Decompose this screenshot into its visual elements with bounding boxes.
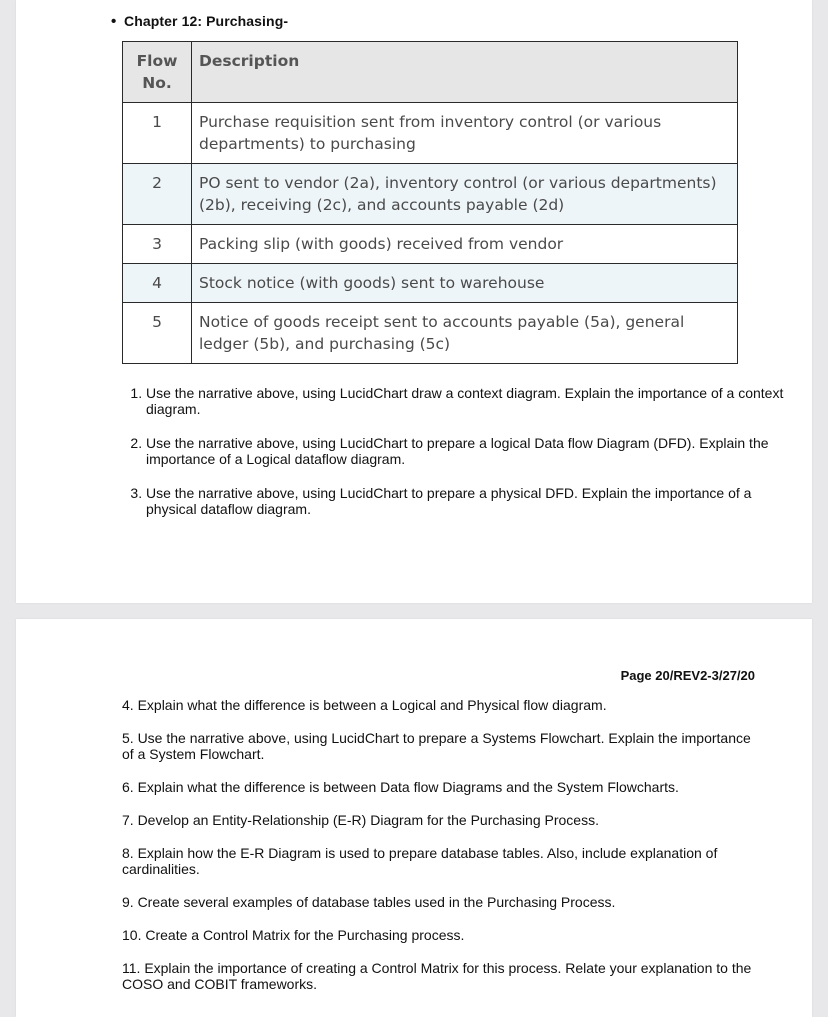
question-item: 9. Create several examples of database tables used in the Purchasing Process. xyxy=(122,894,616,910)
flow-number: 5 xyxy=(123,303,192,364)
flow-description: PO sent to vendor (2a), inventory control (or various departments) (2b), receiving (2c), and accounts payable (2d) xyxy=(192,164,738,225)
flow-description: Stock notice (with goods) sent to warehouse xyxy=(192,264,738,303)
flow-description: Packing slip (with goods) received from vendor xyxy=(192,225,738,264)
chapter-heading xyxy=(111,13,288,30)
question-item: 7. Develop an Entity-Relationship (E-R) Diagram for the Purchasing Process. xyxy=(122,812,599,828)
document-page-1 xyxy=(16,0,812,603)
bullet-icon: • xyxy=(111,13,117,30)
question-item: 8. Explain how the E-R Diagram is used to prepare database tables. Also, include explanation of cardinalities. xyxy=(122,845,718,877)
question-list-page-1 xyxy=(124,385,796,535)
question-item: 1. Use the narrative above, using LucidChart draw a context diagram. Explain the importance of a context diagram. xyxy=(146,385,796,417)
flow-number: 2 xyxy=(123,164,192,225)
question-item: 11. Explain the importance of creating a Control Matrix for this process. Relate your explanation to the COSO and COBIT frameworks. xyxy=(122,960,752,992)
question-item: 2. Use the narrative above, using LucidChart to prepare a logical Data flow Diagram (DFD). Explain the importance of a Logical dataflow diagram. xyxy=(146,435,796,467)
table-row xyxy=(123,225,738,264)
chapter-title: Chapter 12: Purchasing- xyxy=(124,13,289,29)
table-row xyxy=(123,303,738,364)
page-number: Page 20/REV2-3/27/20 xyxy=(620,668,755,683)
question-item: 3. Use the narrative above, using LucidChart to prepare a physical DFD. Explain the importance of a physical dataflow diagram. xyxy=(146,485,796,517)
flow-table xyxy=(122,41,738,364)
flow-number: 3 xyxy=(123,225,192,264)
table-row xyxy=(123,264,738,303)
question-item: 4. Explain what the difference is between a Logical and Physical flow diagram. xyxy=(122,697,607,713)
question-item: 10. Create a Control Matrix for the Purchasing process. xyxy=(122,927,465,943)
flow-number: 1 xyxy=(123,103,192,164)
header-description: Description xyxy=(192,42,738,103)
flow-description: Notice of goods receipt sent to accounts payable (5a), general ledger (5b), and purchasing (5c) xyxy=(192,303,738,364)
question-list-page-2 xyxy=(122,697,762,1009)
header-flow-no: Flow No. xyxy=(123,42,192,103)
table-row xyxy=(123,103,738,164)
flow-description: Purchase requisition sent from inventory control (or various departments) to purchasing xyxy=(192,103,738,164)
flow-number: 4 xyxy=(123,264,192,303)
question-item: 5. Use the narrative above, using LucidChart to prepare a Systems Flowchart. Explain the importance of a System Flowchart. xyxy=(122,730,751,762)
table-row xyxy=(123,164,738,225)
question-item: 6. Explain what the difference is between Data flow Diagrams and the System Flowcharts. xyxy=(122,779,679,795)
table-header-row xyxy=(123,42,738,103)
document-page-2 xyxy=(16,619,812,1017)
